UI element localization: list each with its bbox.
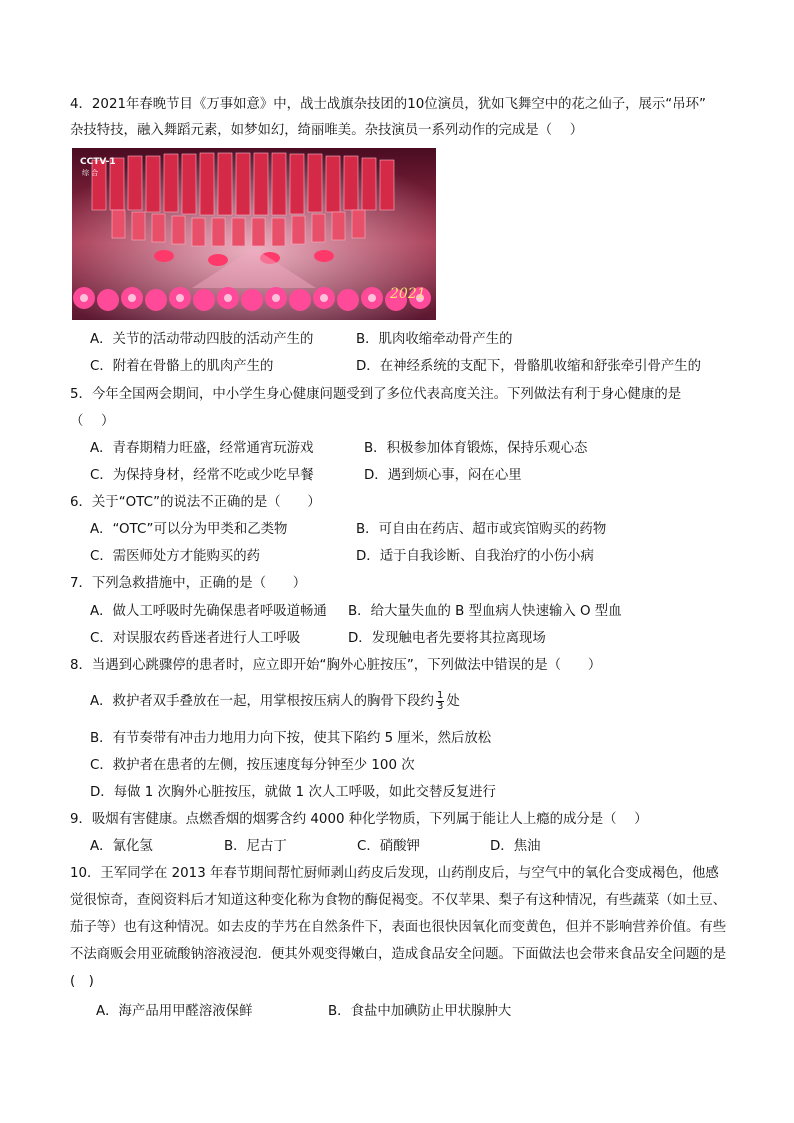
q7-option-a: A．做人工呼吸时先确保患者呼吸道畅通 xyxy=(90,604,327,619)
q8-option-a xyxy=(90,690,460,714)
fraction-one-third xyxy=(436,691,444,712)
q4-option-d: D．在神经系统的支配下，骨骼肌收缩和舒张牵引骨产生的 xyxy=(356,359,702,374)
q8-option-c: C．救护者在患者的左侧，按压速度每分钟至少 100 次 xyxy=(90,758,415,773)
q5-option-b: B．积极参加体育锻炼，保持乐观心态 xyxy=(364,441,588,456)
photo-year-logo: 2021 xyxy=(390,286,426,302)
q5-option-c: C．为保持身材，经常不吃或少吃早餐 xyxy=(90,468,314,483)
q5-option-a: A．青春期精力旺盛，经常通宵玩游戏 xyxy=(90,441,314,456)
q6-option-c: C．需医师处方才能购买的药 xyxy=(90,549,261,564)
q4-stem-line2: 杂技特技，融入舞蹈元素，如梦如幻，绮丽唯美。杂技演员一系列动作的完成是（ ） xyxy=(70,123,584,138)
q6-option-a: A．“OTC”可以分为甲类和乙类物 xyxy=(90,522,288,537)
q4-option-c: C．附着在骨骼上的肌肉产生的 xyxy=(90,359,274,374)
q9-option-d: D．焦油 xyxy=(490,839,541,854)
photo-channel-logo: CCTV-1 xyxy=(80,157,116,167)
q6-option-d: D．适于自我诊断、自我治疗的小伤小病 xyxy=(356,549,594,564)
q5-option-d: D．遇到烦心事，闷在心里 xyxy=(364,468,522,483)
q8-option-b: B．有节奏带有冲击力地用力向下按，使其下陷约 5 厘米，然后放松 xyxy=(90,731,492,746)
q8-stem: 8．当遇到心跳骤停的患者时，应立即开始“胸外心脏按压”，下列做法中错误的是（ ） xyxy=(70,658,602,673)
q6-stem: 6．关于“OTC”的说法不正确的是（ ） xyxy=(70,495,321,510)
q8-option-a-text: A．救护者双手叠放在一起，用掌根按压病人的胸骨下段约 xyxy=(90,694,434,709)
q7-option-b: B．给大量失血的 B 型血病人快速输入 O 型血 xyxy=(348,604,622,619)
q10-option-b: B．食盐中加碘防止甲状腺肿大 xyxy=(328,1004,512,1019)
q9-option-c: C．硝酸钾 xyxy=(357,839,420,854)
q9-stem: 9．吸烟有害健康。点燃香烟的烟雾含约 4000 种化学物质，下列属于能让人上瘾的成分是（ ） xyxy=(70,812,648,827)
q9-option-a: A．氰化氢 xyxy=(90,839,153,854)
fraction-numerator: 1 xyxy=(436,689,444,701)
q4-stem-line1: 4．2021年春晚节目《万事如意》中，战士战旗杂技团的10位演员，犹如飞舞空中的花之仙子，展示“吊环” xyxy=(70,97,706,112)
fraction-denominator: 3 xyxy=(436,700,444,712)
q8-option-a-suffix: 处 xyxy=(446,694,460,709)
q5-stem-line2: （ ） xyxy=(70,414,115,429)
q8-option-d: D．每做 1 次胸外心脏按压，就做 1 次人工呼吸，如此交替反复进行 xyxy=(90,785,496,800)
acrobatics-photo xyxy=(72,148,436,320)
q5-stem-line1: 5．今年全国两会期间，中小学生身心健康问题受到了多位代表高度关注。下列做法有利于身心健康的是 xyxy=(70,387,682,402)
q7-option-d: D．发现触电者先要将其拉离现场 xyxy=(348,631,546,646)
q4-option-b: B．肌肉收缩牵动骨产生的 xyxy=(356,332,513,347)
q10-stem: 10．王军同学在 2013 年春节期间帮忙厨师剥山药皮后发现，山药削皮后，与空气中的氧化合变成褐色，他感觉很惊奇，查阅资料后才知道这种变化称为食物的酶促褐变。不仅苹果、梨子有这种情况，有些蔬菜（如土豆、茄子等）也有这种情况。如去皮的芋艿在自然条件下，表面也很快因氧化而变黄色，但并不影响营养价值。有些不法商贩会用亚硫酸钠溶液浸泡．便其外观变得嫩白，造成食品安全问题。下面做法也会带来食品安全问题的是( ) xyxy=(70,866,727,989)
q6-option-b: B．可自由在药店、超市或宾馆购买的药物 xyxy=(356,522,607,537)
q9-option-b: B．尼古丁 xyxy=(224,839,287,854)
q7-stem: 7．下列急救措施中，正确的是（ ） xyxy=(70,576,307,591)
q7-option-c: C．对误服农药昏迷者进行人工呼吸 xyxy=(90,631,301,646)
q10-option-a: A．海产品用甲醛溶液保鲜 xyxy=(96,1004,253,1019)
q4-option-a: A．关节的活动带动四肢的活动产生的 xyxy=(90,332,314,347)
photo-channel-sub: 综 合 xyxy=(82,169,99,177)
